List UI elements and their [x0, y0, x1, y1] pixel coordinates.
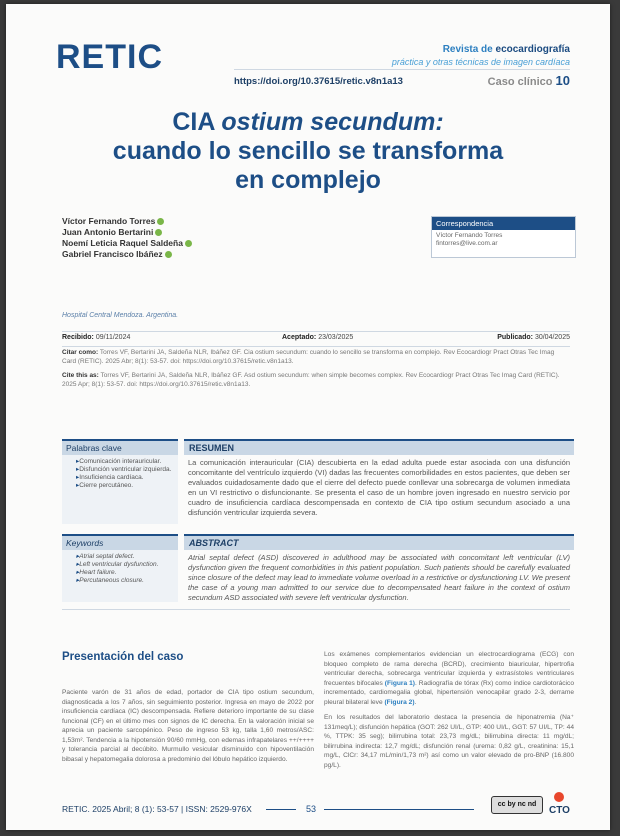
accepted-date: Aceptado: 23/03/2025: [282, 334, 354, 341]
keywords-es-box: [62, 439, 178, 524]
orcid-icon[interactable]: [165, 251, 172, 258]
keywords-en-label: Keywords: [62, 536, 178, 550]
section-title: Presentación del caso: [62, 651, 184, 663]
received-date: Recibido: 09/11/2024: [62, 334, 131, 341]
page-number: 53: [306, 804, 317, 814]
footer-citation: RETIC. 2025 Abril; 8 (1): 53-57 | ISSN: 2529-976X: [62, 804, 252, 814]
doi-link[interactable]: https://doi.org/10.37615/retic.v8n1a13: [234, 76, 403, 87]
correspondence-label: Correspondencia: [432, 217, 575, 230]
figure-1-link[interactable]: (Figura 1): [384, 679, 415, 687]
keyword: ▸ Left ventricular dysfunction.: [76, 561, 178, 569]
keywords-en-box: [62, 534, 178, 602]
journal-logo: RETIC: [56, 38, 163, 76]
keyword: ▸ Atrial septal defect.: [76, 553, 178, 561]
body-column-left: Paciente varón de 31 años de edad, portador de CIA tipo ostium secundum, diagnosticada a los 7 años, sin seguimiento posterior. Ingresa en mayo de 2022 por insuficiencia cardíaca (IC) descompensada. Refiere deterioro importante de su clase funcional (CF) en el último mes con signos de IC derecha. En la valoración inicial se aprecia un paciente sarcopénico. Peso de ingreso 53 kg, talla 1,60 metros/ASC: 1,53m². Tendencia a la hipotensión 90/60 mmHg, con edemas infrapatelares ++/++++ y tolerancia parcial al decúbito. Murmullo vesicular disminuido con hipoventilación bibasal y hepatomegalia dolorosa a predominio del lóbulo hepático izquierdo.: [62, 689, 314, 763]
correspondence-email[interactable]: fintorres@live.com.ar: [436, 240, 498, 247]
orcid-icon[interactable]: [155, 229, 162, 236]
article-title: CIA ostium secundum: cuando lo sencillo se transforma en complejo: [112, 108, 504, 194]
resumen-label: RESUMEN: [184, 439, 574, 455]
dates-bar: [62, 331, 570, 347]
keyword: ▸ Comunicación interauricular.: [76, 458, 178, 466]
publisher-logo: CTO: [549, 792, 570, 816]
cc-license-badge[interactable]: cc by nc nd: [491, 796, 543, 814]
resumen-text: La comunicación interauricular (CIA) descubierta en la edad adulta puede estar asociada con una disfunción concomitante del ventrículo izquierdo (VI) dadas las frecuentes comorbilidades en estos pacientes, que deben ser evaluados cuidadosamente dado que el cierre del defecto puede conllevar una sobrecarga de volumen inmediata en un VI restrictivo o disfuncionante. Se presenta el caso de un hombre joven ingresado en nuestro servicio por cuadro de insuficiencia cardíaca descompensada en contexto de CIA tipo ostium secundum asociado a una disfunción ventricular izquierda severa.: [188, 458, 570, 517]
publisher-logo-icon: [554, 792, 564, 802]
case-label: Caso clínico 10: [487, 73, 570, 88]
affiliation: Hospital Central Mendoza. Argentina.: [62, 312, 179, 319]
correspondence-name: Víctor Fernando Torres: [436, 232, 503, 239]
footer-rule: [324, 809, 474, 810]
resumen-box: [184, 439, 574, 521]
abstract-text: Atrial septal defect (ASD) discovered in adulthood may be associated with concomitant left ventricular (LV) dysfunction given the frequent comorbidities in this patient population. Such patients should be carefully evaluated since closure of the defect may lead to immediate volume overload in a restrictive or dysfunctioning LV. We present the case of a young man admitted to our service due to decompensated heart failure in the context of ostium secundum ASD associated with severe left ventricular dysfunction.: [188, 553, 570, 602]
footer-rule: [266, 809, 296, 810]
section-divider: [62, 609, 570, 610]
abstract-label: ABSTRACT: [184, 534, 574, 550]
keyword: ▸ Disfunción ventricular izquierda.: [76, 466, 178, 474]
keywords-es-label: Palabras clave: [62, 441, 178, 455]
author-list: [62, 216, 192, 260]
published-date: Publicado: 30/04/2025: [497, 334, 570, 341]
body-column-right: Los exámenes complementarios evidencian un electrocardiograma (ECG) con bloqueo completo de rama derecha (BCRD), crecimiento biauricular, hipertrofia ventricular derecha, sobrecarga ventricular izquierda y extrasístoles ventriculares frecuentes bifocales (Figura 1). Radiografía de tórax (Rx) como índice cardiotorácico incrementado, cardiomegalia global, hipertensión venocapilar grado 2-3, derrame pleural bilateral leve (Figura 2). En los resultados del laboratorio destaca la presencia de hiponatremia (Na⁺ 131meq/L); disfunción hepática (GOT: 262 UI/L, GTP: 400 UI/L, GGT: 57 UI/L, TP: 44 %, TTPK: 35 seg); bilirrubina total: 23,73 mg/dL; bilirrubina directa: 11 mg/dL; bilirrubina indirecta: 12,7 mg/dL; disfunción renal (urema: 0,82 g/L, creatinina: 15,1 mg/L, ClCr: 34,17 mL/min/1,73 m²) así como un valor elevado de pro-BNP (16.800 pg/L).: [324, 651, 574, 769]
header-rule: [234, 69, 570, 70]
keyword: ▸ Heart failure.: [76, 569, 178, 577]
author: Juan Antonio Bertarini: [62, 227, 192, 238]
figure-2-link[interactable]: (Figura 2): [384, 698, 415, 706]
orcid-icon[interactable]: [185, 240, 192, 247]
author: Víctor Fernando Torres: [62, 216, 192, 227]
abstract-box: [184, 534, 574, 606]
keyword: ▸ Percutaneous closure.: [76, 577, 178, 585]
author: Gabriel Francisco Ibáñez: [62, 249, 192, 260]
journal-subtitle: práctica y otras técnicas de imagen cardíaca: [391, 57, 570, 67]
journal-title: Revista de ecocardiografía: [442, 44, 570, 55]
keyword: ▸ Insuficiencia cardíaca.: [76, 474, 178, 482]
author: Noemí Leticia Raquel Saldeña: [62, 238, 192, 249]
cite-es: Citar como: Torres VF, Bertarini JA, Saldeña NLR, Ibáñez GF. Cia ostium secundum: cuando lo sencillo se transforma en complejo. Rev Ecocardiogr Pract Otras Tec Imag Card (RETIC). 2025 Abr; 8(1): 53-57. doi: https://doi.org/10.37615/retic.v8n1a13.: [62, 349, 555, 365]
cite-en: Cite this as: Torres VF, Bertarini JA, Saldeña NLR, Ibáñez GF. Asd ostium secundum: when simple becomes complex. Rev Ecocardiogr Pract Otras Tec Imag Card (RETIC). 2025 Apr; 8(1): 53-57. doi: https://doi.org/10.37615/retic.v8n1a13.: [62, 372, 560, 388]
orcid-icon[interactable]: [157, 218, 164, 225]
keyword: ▸ Cierre percutáneo.: [76, 482, 178, 490]
correspondence-box: [431, 216, 576, 258]
article-page: [6, 4, 610, 830]
